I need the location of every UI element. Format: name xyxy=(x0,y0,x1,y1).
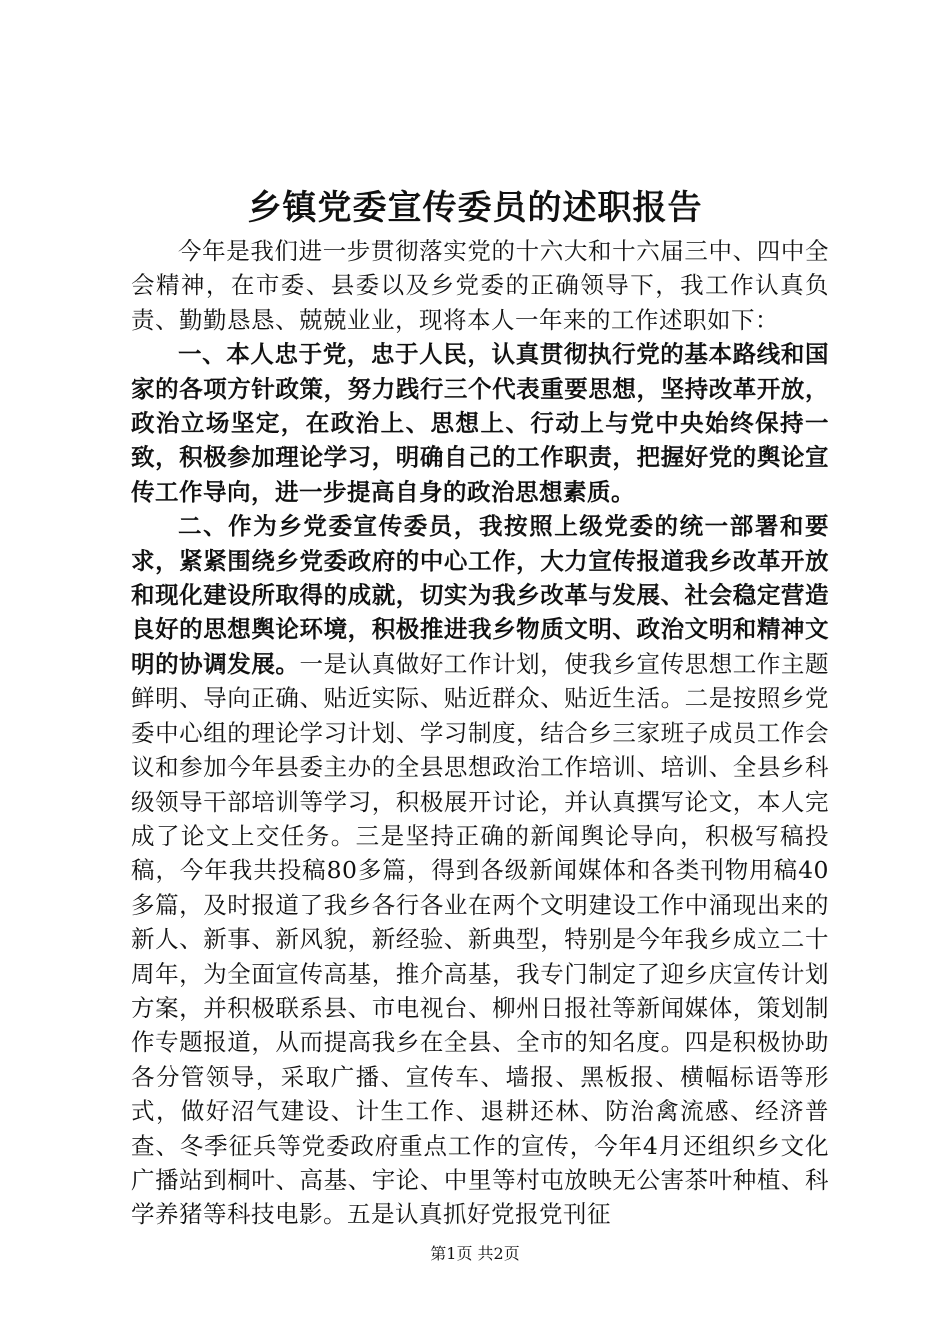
page-number-label: 第1页 共2页 xyxy=(430,1244,520,1263)
paragraph-intro-text: 今年是我们进一步贯彻落实党的十六大和十六届三中、四中全会精神，在市委、县委以及乡党委的正确领导下，我工作认真负责、勤勤恳恳、兢兢业业，现将本人一年来的工作述职如下： xyxy=(131,237,829,334)
document-body xyxy=(131,234,829,1232)
document-title: 乡镇党委宣传委员的述职报告 xyxy=(247,188,703,228)
paragraph-intro xyxy=(131,234,829,337)
paragraph-section-two xyxy=(131,509,829,1232)
paragraph-section-two-text: 一是认真做好工作计划，使我乡宣传思想工作主题鲜明、导向正确、贴近实际、贴近群众、贴近生活。二是按照乡党委中心组的理论学习计划、学习制度，结合乡三家班子成员工作会议和参加今年县委主办的全县思想政治工作培训、培训、全县乡科级领导干部培训等学习，积极展开讨论，并认真撰写论文，本人完成了论文上交任务。三是坚持正确的新闻舆论导向，积极写稿投稿，今年我共投稿80多篇，得到各级新闻媒体和各类刊物用稿40多篇，及时报道了我乡各行各业在两个文明建设工作中涌现出来的新人、新事、新风貌，新经验、新典型，特别是今年我乡成立二十周年，为全面宣传高基，推介高基，我专门制定了迎乡庆宣传计划方案，并积极联系县、市电视台、柳州日报社等新闻媒体，策划制作专题报道，从而提高我乡在全县、全市的知名度。四是积极协助各分管领导，采取广播、宣传车、墙报、黑板报、横幅标语等形式，做好沼气建设、计生工作、退耕还林、防治禽流感、经济普查、冬季征兵等党委政府重点工作的宣传，今年4月还组织乡文化广播站到桐叶、高基、宇论、中里等村屯放映无公害茶叶种植、科学养猪等科技电影。五是认真抓好党报党刊征 xyxy=(131,649,829,1229)
paragraph-section-one-bold: 一、本人忠于党，忠于人民，认真贯彻执行党的基本路线和国家的各项方针政策，努力践行三个代表重要思想，坚持改革开放，政治立场坚定，在政治上、思想上、行动上与党中央始终保持一致，积极参加理论学习，明确自己的工作职责，把握好党的舆论宣传工作导向，进一步提高自身的政治思想素质。 xyxy=(131,340,829,506)
page-footer xyxy=(0,1242,950,1266)
paragraph-section-one xyxy=(131,337,829,509)
paragraph-section-two-bold: 二、作为乡党委宣传委员，我按照上级党委的统一部署和要求，紧紧围绕乡党委政府的中心工作，大力宣传报道我乡改革开放和现化建设所取得的成就，切实为我乡改革与发展、社会稳定营造良好的思想舆论环境，积极推进我乡物质文明、政治文明和精神文明的协调发展。 xyxy=(131,512,829,678)
